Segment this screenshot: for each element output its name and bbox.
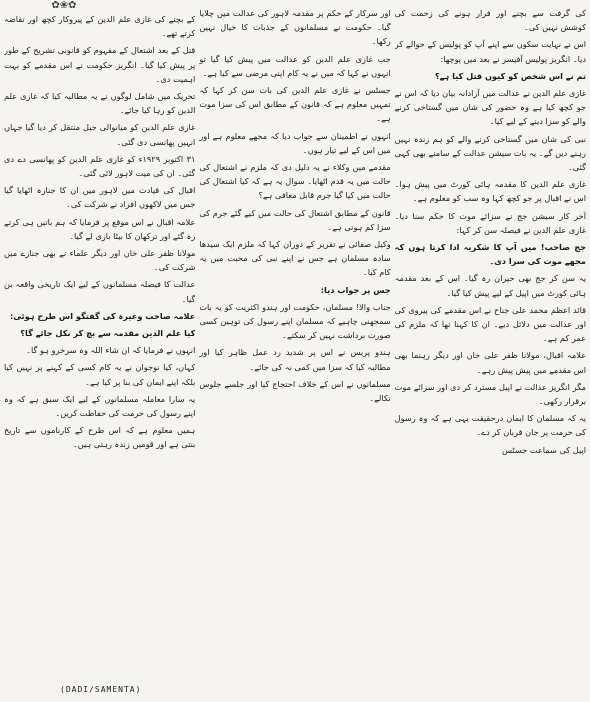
paragraph: انہوں نے فرمایا کہ ان شاء اللہ وہ سرخرو ہو گا۔ [26,345,196,356]
paragraph: تحریک میں شامل لوگوں نے یہ مطالبہ کیا کہ غازی علم الدین کو رہا کیا جائے۔ [4,91,196,116]
paragraph: عدالت کا فیصلہ مسلمانوں کے لیے ایک تاریخی واقعہ بن گیا۔ [4,279,196,304]
paragraph: قتل کے بعد اشتعال کے مفہوم کو قانونی تشریح کے طور پر پیش کیا گیا۔ انگریز حکومت نے اس مقدمے کو بہت اہمیت دی۔ [4,45,196,84]
paragraph: کیا علم الدین مقدمہ سے بچ کر نکل جائے گا؟ [20,328,196,339]
paragraph: علامہ اقبال، مولانا ظفر علی خان اور دیگر رہنما بھی اس مقدمے میں پیش پیش رہے۔ [394,350,586,375]
paragraph: مولانا ظفر علی خان اور دیگر علماء نے بھی جنازے میں شرکت کی۔ [4,248,196,273]
paragraph: اقبال کی قیادت میں لاہور میں ان کا جنازہ اٹھایا گیا جس میں لاکھوں افراد نے شرکت کی۔ [4,185,196,210]
paragraph: جب غازی علم الدین کو عدالت میں پیش کیا گیا تو انہوں نے کہا کہ میں نے یہ کام اپنی مرضی سے کیا ہے۔ [199,53,391,78]
paragraph: ۳۱ اکتوبر ۱۹۲۹ء کو غازی علم الدین کو پھانسی دے دی گئی۔ ان کی میت لاہور لائی گئی۔ [4,153,196,179]
paragraph: قائد اعظم محمد علی جناح نے اس مقدمے کی پیروی کی اور عدالت میں دلائل دیے۔ ان کا کہنا تھا کہ ملزم کی عمر کم ہے۔ [394,304,586,344]
paragraph: نبی کی شان میں گستاخی کرنے والے کو ہم زندہ نہیں رہنے دیں گے۔ یہ بات سیشن عدالت کے سامنے بھی کہی گئی۔ [394,133,586,173]
paragraph: وکیل صفائی نے تقریر کے دوران کہا کہ ملزم ایک سیدھا سادہ مسلمان ہے جس نے اپنے نبی کی محبت میں یہ کام کیا۔ [199,239,391,278]
paragraph: جس پر جواب دیا: [320,284,391,295]
paragraph: اس نے نہایت سکون سے اپنے آپ کو پولیس کے حوالے کر دیا۔ انگریز پولیس آفیسر نے بعد میں پوچھا: [394,39,586,64]
paragraph: جسٹس نے غازی علم الدین کی بات سن کر کہا کہ تمہیں معلوم ہے کہ قانون کے مطابق اس کی سزا موت ہے۔ [199,85,391,124]
decorative-ornament: ✿❀✿ [51,0,77,11]
column-middle [199,6,390,696]
paragraph: غازی علم الدین کا مقدمہ ہائی کورٹ میں پیش ہوا۔ اس نے اقبال پر جو کچھ کہا وہ سب کو معلوم ہے۔ [394,179,586,204]
paragraph: انہوں نے اطمینان سے جواب دیا کہ مجھے معلوم ہے اور میں اس کے لیے تیار ہوں۔ [199,130,391,155]
paragraph: علامہ اقبال نے اس موقع پر فرمایا کہ ہم باتیں ہی کرتے رہ گئے اور ترکھان کا بیٹا بازی لے گیا۔ [4,216,196,241]
column-left [4,6,195,696]
paragraph: جناب والا! مسلمان، حکومت اور ہندو اکثریت کو یہ بات سمجھنی چاہیے کہ مسلمان اپنے رسول کی توہین کسی صورت برداشت نہیں کر سکتے۔ [199,301,391,341]
paragraph: غازی علم الدین کو میانوالی جیل منتقل کر دیا گیا جہاں انہیں پھانسی دی گئی۔ [4,122,196,147]
paragraph: یہ سارا معاملہ مسلمانوں کے لیے ایک سبق ہے کہ وہ اپنے رسول کی حرمت کی حفاظت کریں۔ [4,393,196,419]
paragraph: مگر انگریز عدالت نے اپیل مسترد کر دی اور سزائے موت برقرار رکھی۔ [394,381,586,407]
paragraph: ہمیں معلوم ہے کہ اس طرح کے کارناموں سے تاریخ بنتی ہے اور قومیں زندہ رہتی ہیں۔ [4,425,196,450]
paragraph: علامہ صاحب وغیرہ کی گفتگو اس طرح ہوئی: [9,310,196,321]
paragraph: آخر کار سیشن جج نے سزائے موت کا حکم سنا دیا۔ غازی علم الدین نے فیصلہ سن کر کہا: [394,210,586,235]
byline-signature: (DADI/SAMENTA) [60,685,142,694]
paragraph: یہ کہ مسلمان کا ایمان درحقیقت یہی ہے کہ وہ رسول کی حرمت پر جان قربان کر دے۔ [394,413,586,438]
paragraph: کی گرفت سے بچنے اور فرار ہونے کی زحمت کی کوشش نہیں کی۔ [394,8,586,33]
paragraph: کے بچنے کی غازی علم الدین کے پیروکار کچھ اور تقاضہ کرتے تھے۔ [4,14,196,39]
paragraph: قانون کے مطابق اشتعال کی حالت میں کیے گئے جرم کی سزا کم ہوتی ہے۔ [199,207,391,232]
article-columns [4,6,586,696]
paragraph: غازی علم الدین نے عدالت میں آزادانہ بیان دیا کہ اس نے جو کچھ کیا ہے وہ حضور کی شان میں گستاخی کرنے والے کو سزا دینے کے لیے کیا۔ [394,88,586,127]
paragraph: مقدمے میں وکلاء نے یہ دلیل دی کہ ملزم نے اشتعال کی حالت میں یہ قدم اٹھایا۔ سوال یہ ہے کہ کیا اشتعال کی حالت میں کیا گیا جرم قابل معافی ہے؟ [199,162,391,201]
column-right [395,6,586,696]
paragraph: اور سرکار کے حکم پر مقدمہ لاہور کی عدالت میں چلایا گیا۔ حکومت نے مسلمانوں کے جذبات کا خیال نہیں رکھا۔ [199,8,391,47]
paragraph: اپیل کی سماعت جسٹس [501,444,586,455]
paragraph: یہ سن کر جج بھی حیران رہ گیا۔ اس کے بعد مقدمہ ہائی کورٹ میں اپیل کے لیے پیش کیا گیا۔ [394,273,586,298]
paragraph: ہندو پریس نے اس پر شدید رد عمل ظاہر کیا اور مطالبہ کیا کہ سزا میں کمی نہ کی جائے۔ [199,347,391,372]
paragraph: کہاں، کیا نوجوان نے یہ کام کسی کے کہنے پر نہیں کیا بلکہ اپنے ایمان کی بنا پر کیا ہے۔ [4,362,196,387]
paragraph: مسلمانوں نے اس کے خلاف احتجاج کیا اور جلسے جلوس نکالے۔ [199,378,391,404]
paragraph: جج صاحب! میں آپ کا شکریہ ادا کرتا ہوں کہ مجھے موت کی سزا دی۔ [394,242,586,267]
paragraph: تم نے اس شخص کو کیوں قتل کیا ہے؟ [434,70,586,81]
